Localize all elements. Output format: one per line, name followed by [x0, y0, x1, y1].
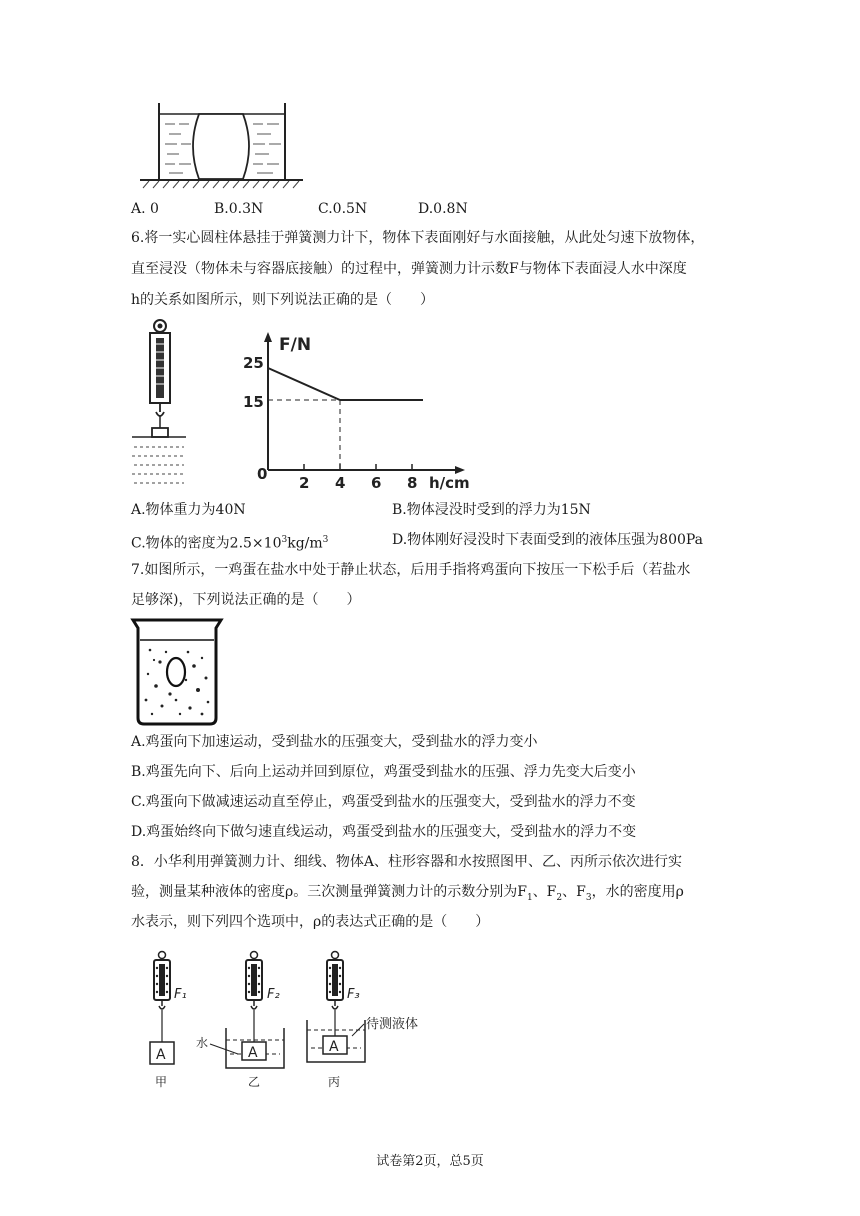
q8-block-label-yi: A: [248, 1045, 258, 1061]
q8-stem-line-1: 8．小华利用弹簧测力计、细线、物体A、柱形容器和水按照图甲、乙、丙所示依次进行实: [131, 854, 683, 870]
q8-stem-line-2: 验，测量某种液体的密度ρ。三次测量弹簧测力计的示数分别为$F_1$、$F_2$、$F_3$，水的密度用ρ: [131, 884, 684, 903]
q5-option-b: B.0.3N: [214, 201, 264, 217]
q6-option-d: D.物体刚好浸没时下表面受到的液体压强为800Pa: [392, 532, 704, 548]
q6-option-c-unit: kg/m: [287, 535, 323, 552]
q8-three-scales-figure: [130, 950, 450, 1092]
q8-stem-line-2-tail: ，水的密度用ρ: [591, 884, 684, 900]
q6-stem-line-3: h的关系如图所示，则下列说法正确的是（ ）: [131, 292, 435, 308]
q8-scale-yi: [210, 952, 284, 1069]
q5-option-d: D.0.8N: [418, 201, 468, 217]
q7-stem-line-2: 足够深)，下列说法正确的是（ ）: [131, 592, 361, 608]
q5-container-figure: [135, 100, 305, 192]
q6-option-a: A.物体重力为40N: [131, 502, 246, 518]
page-footer: 试卷第2页，总5页: [376, 1154, 484, 1169]
q6-option-c: [131, 530, 328, 554]
q7-option-d: D.鸡蛋始终向下做匀速直线运动，鸡蛋受到盐水的压强变大，受到盐水的浮力不变: [131, 824, 637, 840]
q6-option-c-unit-exponent: 3: [322, 535, 329, 545]
q6-option-b: B.物体浸没时受到的浮力为15N: [392, 502, 591, 518]
q8-f3-label: F₃: [347, 987, 360, 1002]
q7-option-b: B.鸡蛋先向下、后向上运动并回到原位，鸡蛋受到盐水的压强、浮力先变大后变小: [131, 764, 636, 780]
q6-option-c-exponent: 3: [281, 535, 288, 545]
q8-f1-label: F₁: [174, 987, 187, 1002]
q6-f-h-graph: [235, 330, 475, 492]
q7-beaker-egg-figure: [130, 616, 225, 728]
q8-block-label-jia: A: [156, 1047, 166, 1063]
q6-option-c-prefix: C.物体的密度为2.5×10: [131, 535, 282, 552]
q7-option-a: A.鸡蛋向下加速运动，受到盐水的压强变大，受到盐水的浮力变小: [131, 734, 538, 750]
q6-graph-y-label: F/N: [279, 335, 312, 355]
q7-option-c: C.鸡蛋向下做减速运动直至停止，鸡蛋受到盐水的压强变大，受到盐水的浮力不变: [131, 794, 636, 810]
q6-graph-y-tick-25: 25: [243, 354, 264, 372]
q8-liquid-label: 待测液体: [366, 1017, 419, 1032]
q6-stem-line-2: 直至浸没（物体未与容器底接触）的过程中，弹簧测力计示数F与物体下表面浸人水中深度: [131, 261, 687, 277]
q8-caption-bing: 丙: [328, 1075, 341, 1089]
q6-graph-x-tick-8: 8: [407, 474, 418, 492]
q8-caption-jia: 甲: [155, 1075, 168, 1089]
q8-stem-line-2-head: 验，测量某种液体的密度ρ。三次测量弹簧测力计的示数分别为F: [131, 884, 527, 900]
q8-block-label-bing: A: [329, 1039, 339, 1055]
q6-graph-x-tick-0: 0: [257, 465, 268, 483]
q6-graph-x-label: h/cm: [429, 474, 470, 492]
q6-stem-line-1: 6.将一实心圆柱体悬挂于弹簧测力计下，物体下表面刚好与水面接触，从此处匀速下放物体，: [131, 230, 705, 246]
q6-spring-scale-figure: [128, 316, 218, 488]
q6-graph-x-tick-2: 2: [299, 474, 310, 492]
q8-caption-yi: 乙: [248, 1075, 261, 1089]
q5-option-c: C.0.5N: [318, 201, 368, 217]
q8-water-label: 水: [196, 1036, 209, 1050]
q6-graph-x-tick-4: 4: [335, 474, 346, 492]
q6-graph-y-tick-15: 15: [243, 393, 264, 411]
q7-stem-line-1: 7.如图所示，一鸡蛋在盐水中处于静止状态，后用手指将鸡蛋向下按压一下松手后（若盐水: [131, 562, 691, 578]
q6-graph-x-tick-6: 6: [371, 474, 382, 492]
q5-option-a: A. 0: [131, 201, 159, 217]
q8-stem-line-3: 水表示，则下列四个选项中，ρ的表达式正确的是（ ）: [131, 914, 490, 930]
q8-f2-label: F₂: [267, 987, 280, 1002]
